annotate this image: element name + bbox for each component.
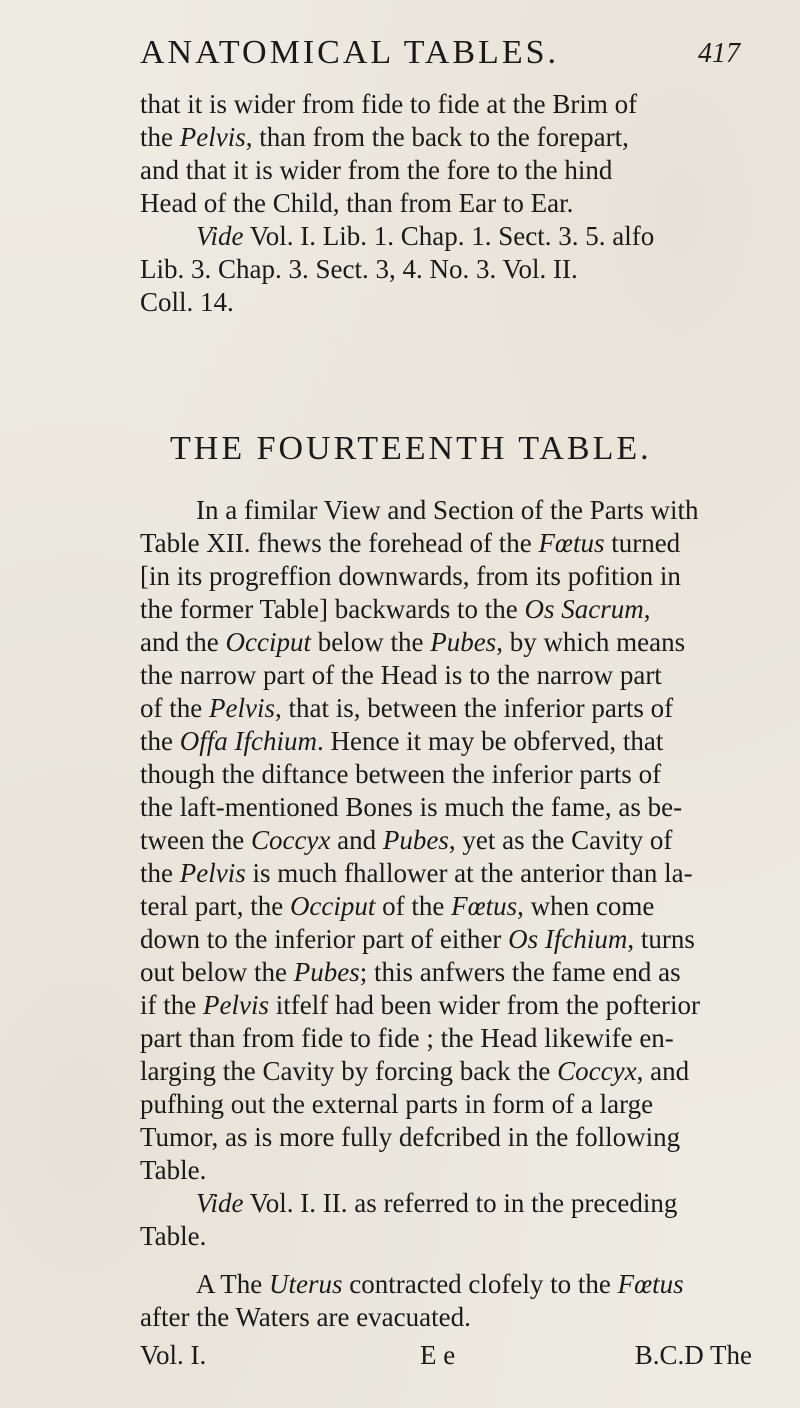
text-line: the Pelvis, than from the back to the forepart, xyxy=(140,122,629,152)
page-footer xyxy=(140,1340,752,1376)
text-line: teral part, the Occiput of the Fœtus, when come xyxy=(140,891,655,921)
text-line: out below the Pubes; this anfwers the fame end as xyxy=(140,957,681,987)
text-line: Vide Vol. I. Lib. 1. Chap. 1. Sect. 3. 5. alfo xyxy=(196,221,655,251)
paragraph-continuation xyxy=(140,88,752,319)
text-line: and that it is wider from the fore to the hind xyxy=(140,155,613,185)
text-line: Vide Vol. I. II. as referred to in the preceding xyxy=(196,1188,678,1218)
text-line: Tumor, as is more fully defcribed in the following xyxy=(140,1122,681,1152)
text-line: the narrow part of the Head is to the narrow part xyxy=(140,660,662,690)
page-number: 417 xyxy=(698,38,740,69)
catchword: B.C.D The xyxy=(634,1340,752,1370)
text-line: of the Pelvis, that is, between the inferior parts of xyxy=(140,693,674,723)
text-line: the laft-mentioned Bones is much the fame, as be- xyxy=(140,792,683,822)
text-line: tween the Coccyx and Pubes, yet as the Cavity of xyxy=(140,825,673,855)
running-title: ANATOMICAL TABLES. xyxy=(140,34,560,71)
text-line: Lib. 3. Chap. 3. Sect. 3, 4. No. 3. Vol. II. xyxy=(140,254,578,284)
text-line: the Offa Ifchium. Hence it may be obferved, that xyxy=(140,726,664,756)
section-heading: THE FOURTEENTH TABLE. xyxy=(170,430,652,467)
text-line: part than from fide to fide ; the Head likewife en- xyxy=(140,1023,674,1053)
paragraph-legend-a xyxy=(140,1268,752,1334)
text-line: down to the inferior part of either Os Ifchium, turns xyxy=(140,924,695,954)
text-line: that it is wider from fide to fide at the Brim of xyxy=(140,89,638,119)
text-line: Head of the Child, than from Ear to Ear. xyxy=(140,188,574,218)
text-line: Table. xyxy=(140,1221,207,1251)
text-line: the Pelvis is much fhallower at the anterior than la- xyxy=(140,858,693,888)
text-line: if the Pelvis itfelf had been wider from the pofterior xyxy=(140,990,701,1020)
text-line: after the Waters are evacuated. xyxy=(140,1302,471,1332)
text-line: A The Uterus contracted clofely to the Fœtus xyxy=(196,1269,684,1299)
text-line: larging the Cavity by forcing back the Coccyx, and xyxy=(140,1056,690,1086)
text-line: the former Table] backwards to the Os Sacrum, xyxy=(140,594,651,624)
running-head xyxy=(140,34,740,78)
text-line: though the diftance between the inferior parts of xyxy=(140,759,662,789)
text-line: In a fimilar View and Section of the Parts with xyxy=(196,495,699,525)
signature-mark: E e xyxy=(420,1340,456,1370)
text-line: Table XII. fhews the forehead of the Fœtus turned xyxy=(140,528,681,558)
volume-mark: Vol. I. xyxy=(140,1340,207,1370)
text-line: [in its progreffion downwards, from its pofition in xyxy=(140,561,681,591)
text-line: Coll. 14. xyxy=(140,287,234,317)
paragraph-fourteenth-table xyxy=(140,494,752,1253)
text-line: and the Occiput below the Pubes, by which means xyxy=(140,627,686,657)
text-line: pufhing out the external parts in form of a large xyxy=(140,1089,654,1119)
text-line: Table. xyxy=(140,1155,207,1185)
